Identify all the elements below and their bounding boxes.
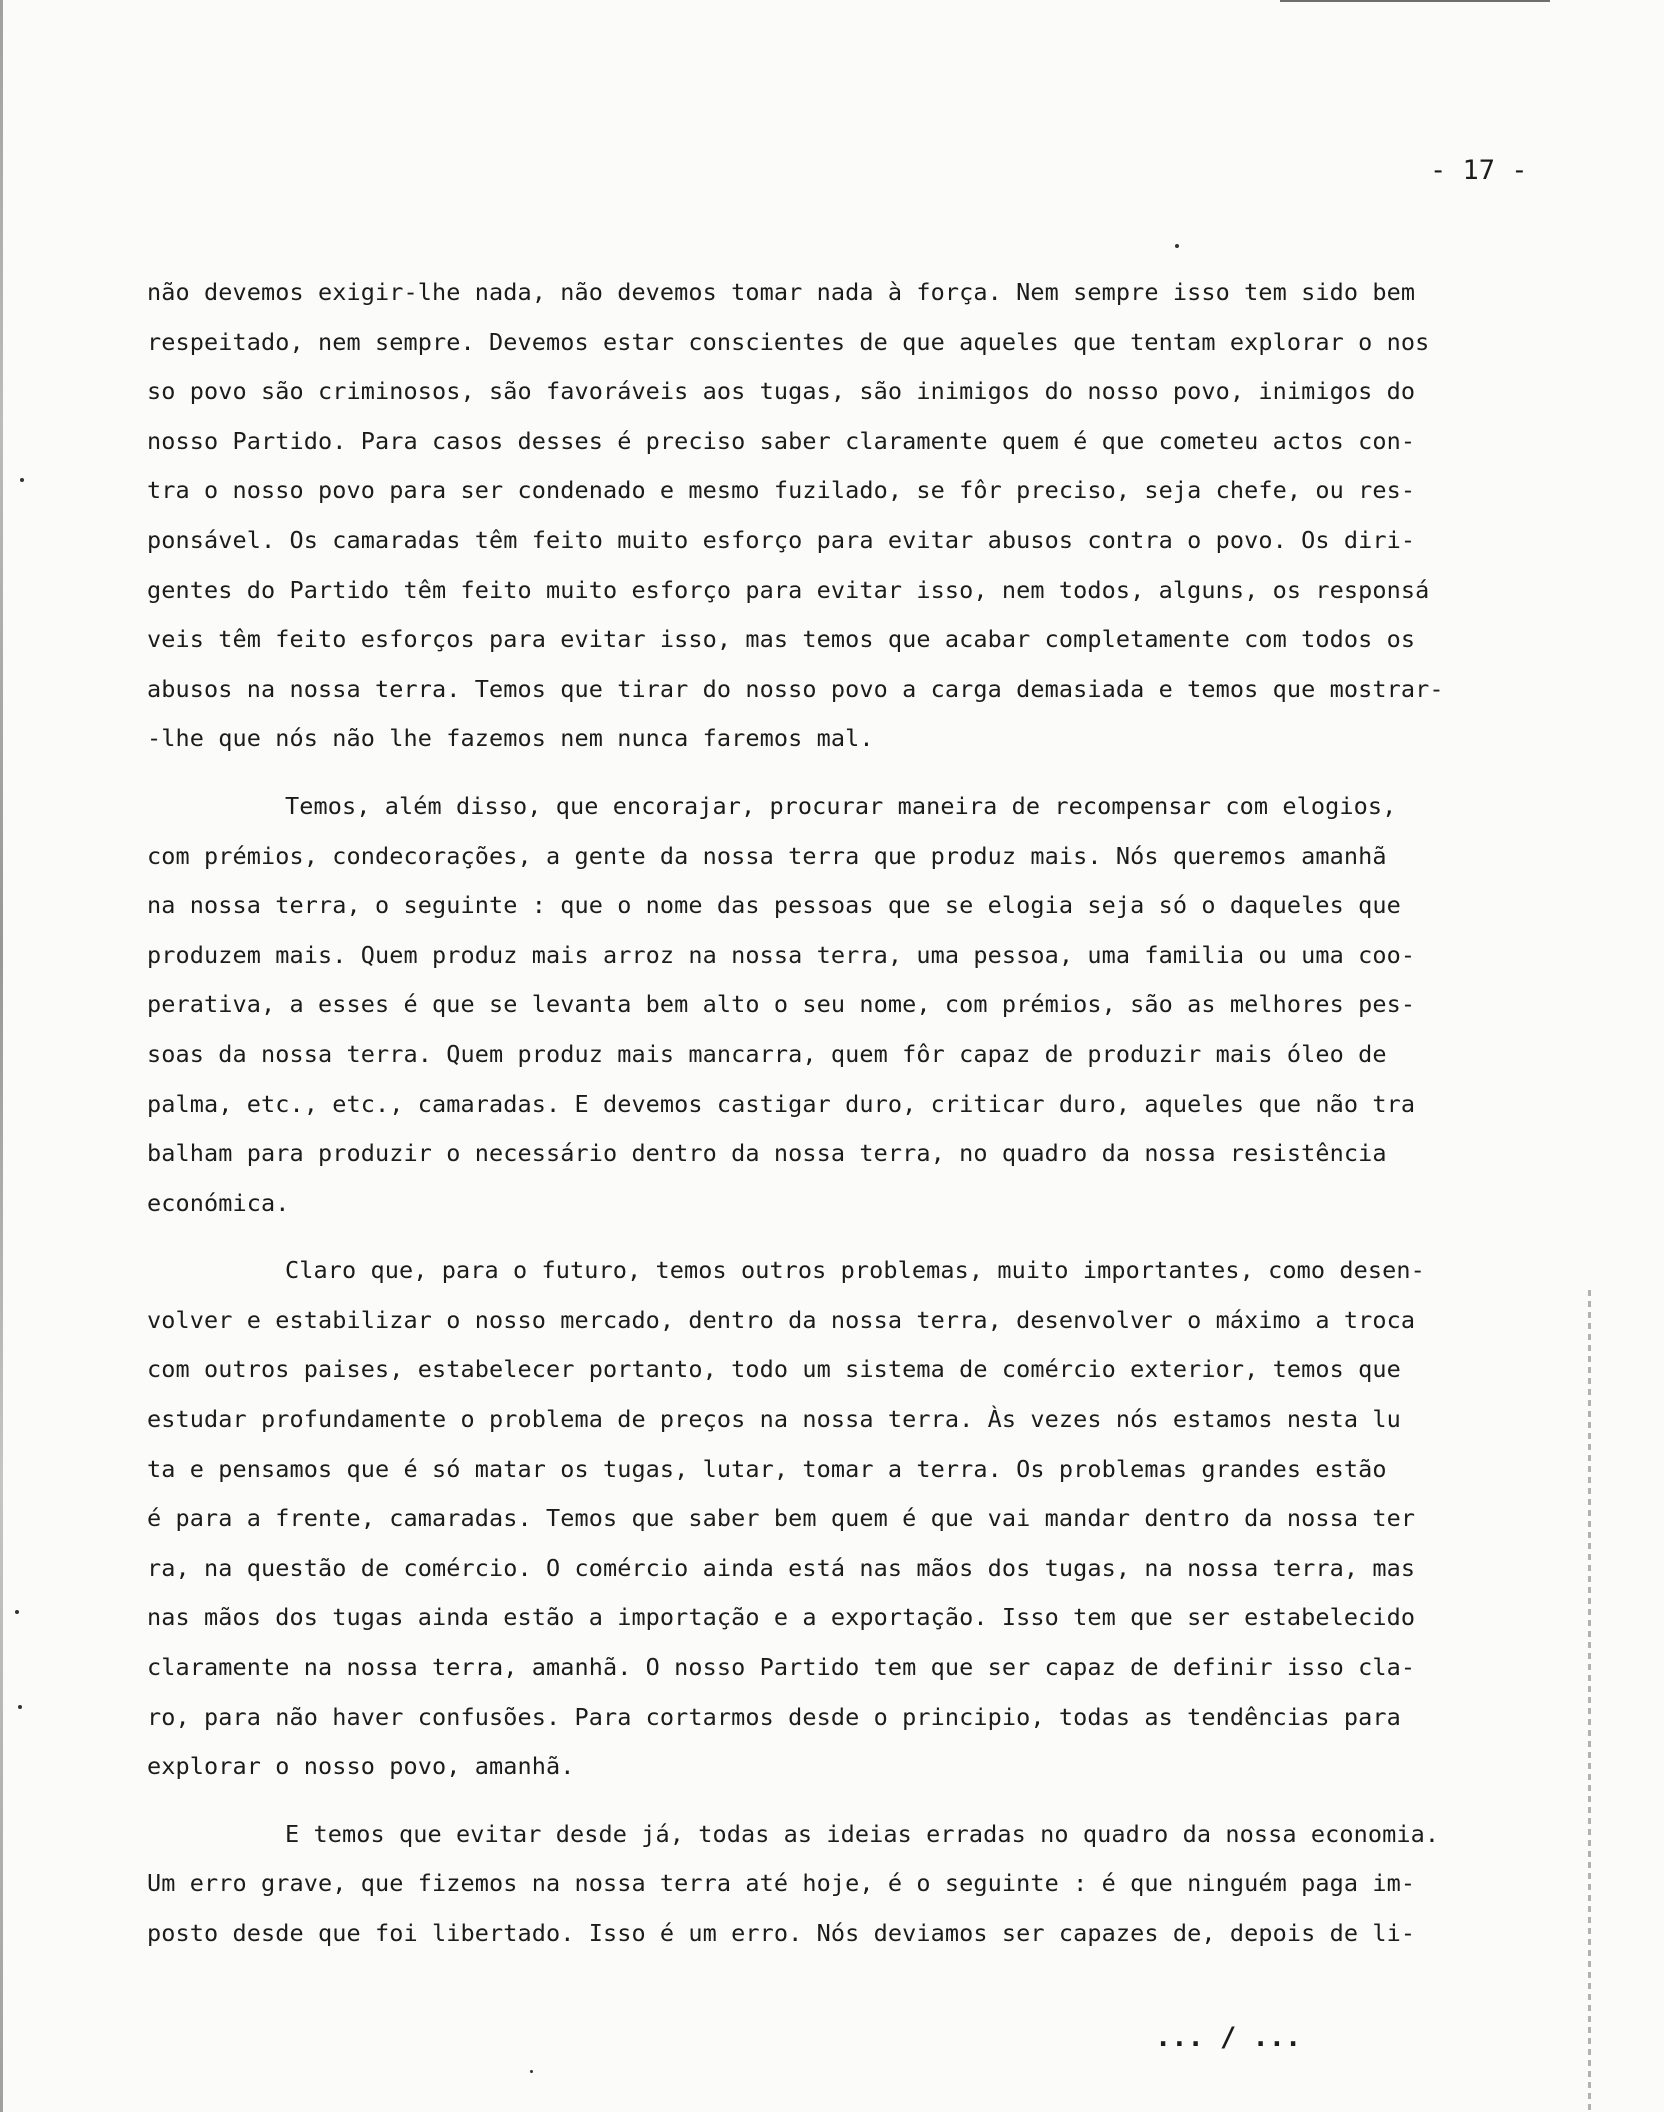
text-line: é para a frente, camaradas. Temos que saber bem quem é que vai mandar dentro da nossa ter (147, 1504, 1416, 1533)
paragraph (147, 1246, 1547, 1792)
paragraph (147, 782, 1547, 1228)
text-line: posto desde que foi libertado. Isso é um erro. Nós deviamos ser capazes de, depois de li- (147, 1919, 1416, 1947)
paragraph-gap (147, 764, 1547, 782)
scan-speck (15, 1610, 19, 1614)
scan-speck (20, 478, 24, 482)
continuation-marker: ... / ... (1155, 2022, 1302, 2053)
text-line: na nossa terra, o seguinte : que o nome das pessoas que se elogia seja só o daqueles que (147, 891, 1401, 920)
paragraph-gap (147, 1792, 1547, 1810)
text-line: com prémios, condecorações, a gente da nossa terra que produz mais. Nós queremos amanhã (147, 841, 1387, 870)
text-line: ra, na questão de comércio. O comércio ainda está nas mãos dos tugas, na nossa terra, mas (147, 1553, 1416, 1582)
paragraph (147, 268, 1547, 764)
text-line: ta e pensamos que é só matar os tugas, lutar, tomar a terra. Os problemas grandes estão (147, 1454, 1387, 1483)
text-line: não devemos exigir-lhe nada, não devemos tomar nada à força. Nem sempre isso tem sido bem (147, 278, 1416, 306)
text-line: ro, para não haver confusões. Para cortarmos desde o principio, todas as tendências para (147, 1702, 1401, 1731)
text-line: produzem mais. Quem produz mais arroz na nossa terra, uma pessoa, uma familia ou uma coo- (147, 940, 1416, 969)
text-line: so povo são criminosos, são favoráveis aos tugas, são inimigos do nosso povo, inimigos do (147, 377, 1416, 406)
text-line: com outros paises, estabelecer portanto, todo um sistema de comércio exterior, temos que (147, 1355, 1401, 1384)
text-line: claramente na nossa terra, amanhã. O nosso Partido tem que ser capaz de definir isso cla- (147, 1653, 1416, 1682)
scan-speck (1175, 244, 1179, 248)
paragraph-gap (147, 1228, 1547, 1246)
text-line: gentes do Partido têm feito muito esforço para evitar isso, nem todos, alguns, os responsá (147, 575, 1430, 604)
scan-edge-right (1588, 1290, 1591, 2112)
text-line: palma, etc., etc., camaradas. E devemos castigar duro, criticar duro, aqueles que não tra (147, 1089, 1416, 1118)
text-line: explorar o nosso povo, amanhã. (147, 1752, 575, 1781)
text-line: veis têm feito esforços para evitar isso, mas temos que acabar completamente com todos os (147, 625, 1416, 654)
text-line: balham para produzir o necessário dentro da nossa terra, no quadro da nossa resistência (147, 1139, 1387, 1168)
paragraph (147, 1810, 1547, 1959)
text-line: volver e estabilizar o nosso mercado, dentro da nossa terra, desenvolver o máximo a troca (147, 1305, 1416, 1334)
text-line: ponsável. Os camaradas têm feito muito esforço para evitar abusos contra o povo. Os diri- (147, 525, 1416, 554)
text-line: nosso Partido. Para casos desses é preciso saber claramente quem é que cometeu actos con- (147, 426, 1416, 455)
text-line: Claro que, para o futuro, temos outros problemas, muito importantes, como desen- (285, 1256, 1425, 1285)
text-line: E temos que evitar desde já, todas as ideias erradas no quadro da nossa economia. (285, 1819, 1440, 1848)
scan-top-rule (1280, 0, 1550, 2)
text-line: -lhe que nós não lhe fazemos nem nunca faremos mal. (147, 724, 874, 753)
text-line: soas da nossa terra. Quem produz mais mancarra, quem fôr capaz de produzir mais óleo de (147, 1039, 1387, 1068)
text-line: respeitado, nem sempre. Devemos estar conscientes de que aqueles que tentam explorar o nos (147, 327, 1430, 356)
page-number: - 17 - (1430, 155, 1528, 186)
text-line: Temos, além disso, que encorajar, procurar maneira de recompensar com elogios, (285, 791, 1397, 820)
text-line: abusos na nossa terra. Temos que tirar do nosso povo a carga demasiada e temos que mostrar- (147, 674, 1444, 703)
text-line: Um erro grave, que fizemos na nossa terra até hoje, é o seguinte : é que ninguém paga im- (147, 1869, 1416, 1898)
text-line: económica. (147, 1188, 290, 1217)
text-line: nas mãos dos tugas ainda estão a importação e a exportação. Isso tem que ser estabelecido (147, 1603, 1416, 1632)
scan-edge-left (0, 0, 3, 2112)
scan-speck (530, 2070, 533, 2073)
scan-speck (18, 1705, 22, 1709)
text-line: estudar profundamente o problema de preços na nossa terra. Às vezes nós estamos nesta lu (147, 1405, 1401, 1434)
document-body (147, 268, 1547, 1959)
text-line: perativa, a esses é que se levanta bem alto o seu nome, com prémios, são as melhores pes- (147, 990, 1416, 1019)
text-line: tra o nosso povo para ser condenado e mesmo fuzilado, se fôr preciso, seja chefe, ou res- (147, 476, 1416, 505)
